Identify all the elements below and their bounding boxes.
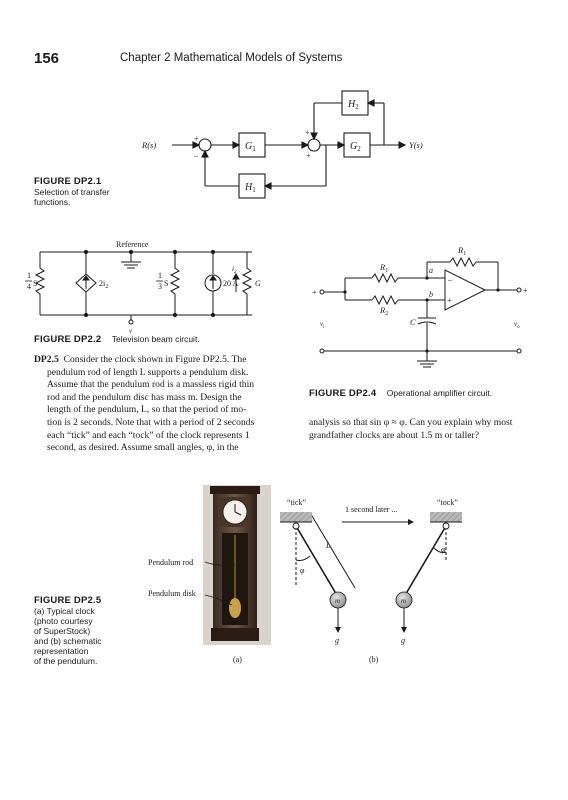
i2-sub: 2 [233, 270, 237, 275]
sub-b-label: (b) [369, 655, 379, 664]
fig-dp2-5-desc-4: representation [34, 646, 89, 656]
tick-label: “tick” [287, 498, 307, 507]
node-b-label: b [429, 290, 433, 299]
fig-dp2-5-desc-0: (a) Typical clock [34, 606, 95, 616]
phi-left-label: φ [300, 566, 305, 575]
length-label: L [326, 541, 331, 550]
r-left-den: 4 [27, 282, 31, 291]
fig-dp2-1-desc-line2: functions. [34, 197, 71, 207]
input-plus: + [312, 288, 317, 297]
sum1-plus: + [194, 134, 199, 143]
r2-sub: 2 [385, 311, 389, 317]
r1-top-sub: 1 [463, 251, 467, 257]
input-label-r: R(s) [142, 140, 157, 150]
tock-label: “tock” [437, 498, 458, 507]
output-label-y: Y(s) [409, 140, 423, 150]
fig-dp2-5-desc-1: (photo courtesy [34, 616, 93, 626]
g2-label: G [350, 141, 358, 152]
dp2-5-line-4: length of the pendulum, L, so that the period of mo- [47, 404, 247, 416]
page-number: 156 [34, 50, 60, 67]
h2-label: H [348, 99, 356, 110]
dp2-5-line-5: tion is 2 seconds. Note that with a period of 2 seconds [47, 416, 255, 428]
sum2-plus-top: + [305, 128, 310, 137]
r-left-num: 1 [27, 271, 31, 280]
r-mid-den: 3 [158, 282, 162, 291]
sum2-plus-bottom: + [306, 151, 311, 160]
sub-a-label: (a) [233, 655, 242, 664]
fig-dp2-1-desc-line1: Selection of transfer [34, 187, 110, 197]
h2-sub: 2 [355, 103, 359, 111]
fig-dp2-5-desc-5: of the pendulum. [34, 656, 98, 666]
dp2-5-line-3: rod and the pendulum disc has mass m. Design the [47, 391, 242, 403]
dep-source-label: 2i [99, 279, 106, 288]
gravity-left-label: g [335, 636, 339, 645]
g-label: G [255, 279, 261, 288]
reference-label: Reference [116, 240, 149, 249]
cap-label: C [410, 317, 416, 327]
fig-dp2-4-label: FIGURE DP2.4 [309, 388, 377, 399]
current-source-label: 20 A [223, 279, 239, 288]
chapter-title: Chapter 2 Mathematical Models of Systems [120, 52, 343, 64]
pendulum-rod-label: Pendulum rod [148, 558, 194, 567]
output-plus: + [523, 286, 528, 295]
dp2-5-line-0: DP2.5 Consider the clock shown in Figure DP2.5. The [34, 354, 247, 365]
fig-dp2-5-desc-3: and (b) schematic [34, 636, 102, 646]
fig-dp2-5-desc-2: of SuperStock) [34, 626, 91, 636]
r-mid-unit: S [164, 279, 169, 288]
g2-sub: 2 [357, 145, 361, 153]
r-mid-num: 1 [158, 271, 162, 280]
r1-mid-label: R [380, 262, 386, 272]
mass-right-label: m [401, 597, 407, 605]
phi-right-label: φ [441, 545, 446, 554]
h1-sub: 1 [252, 186, 256, 194]
i2-label: i [232, 265, 234, 273]
g1-sub: 1 [252, 145, 256, 153]
opamp-minus: – [448, 275, 452, 284]
mass-left-label: m [335, 597, 341, 605]
vout-label: v [514, 320, 518, 328]
dep-source-sub: 2 [105, 284, 109, 290]
vout-sub: o [517, 325, 520, 330]
g1-label: G [245, 141, 253, 152]
dp2-5-line-1: pendulum rod of length L supports a pendulum disk. [47, 366, 249, 378]
dp2-5-right-line-0: analysis so that sin φ ≈ φ. Can you explain why most [309, 417, 513, 428]
fig-dp2-5-label: FIGURE DP2.5 [34, 595, 102, 606]
r1-mid-sub: 1 [385, 268, 389, 274]
r-left-unit: S [33, 279, 38, 288]
gravity-right-label: g [401, 636, 405, 645]
h1-label: H [245, 182, 253, 193]
sum1-minus: – [194, 151, 198, 160]
dp2-5-heading: DP2.5 [34, 354, 59, 365]
pendulum-schematic [280, 512, 462, 633]
opamp-plus: + [447, 296, 452, 305]
r1-top-label: R [458, 245, 464, 255]
dp2-5-right-line-1: grandfather clocks are about 1.5 m or taller? [309, 429, 479, 441]
fig-dp2-2-label: FIGURE DP2.2 [34, 334, 102, 345]
fig-dp2-4-desc: Operational amplifier circuit. [386, 388, 493, 398]
r2-label: R [380, 305, 386, 315]
pendulum-disk-label: Pendulum disk [148, 589, 196, 598]
dp2-5-line-7: second, as desired. Assume small angles, φ, in the [47, 442, 239, 454]
later-label: 1 second later ... [345, 505, 398, 514]
dp2-5-line-6: each “tick” and each “tock” of the clock represents 1 [47, 429, 250, 441]
vin-sub: i [323, 325, 325, 330]
vin-label: v [320, 320, 324, 328]
fig-dp2-1-label: FIGURE DP2.1 [34, 176, 102, 187]
v-label: v [129, 327, 133, 335]
clock-photo [203, 485, 271, 645]
fig-dp2-2-desc: Television beam circuit. [111, 334, 200, 344]
node-a-label: a [429, 266, 433, 275]
dp2-5-line-2: Assume that the pendulum rod is a massless rigid thin [47, 379, 255, 391]
